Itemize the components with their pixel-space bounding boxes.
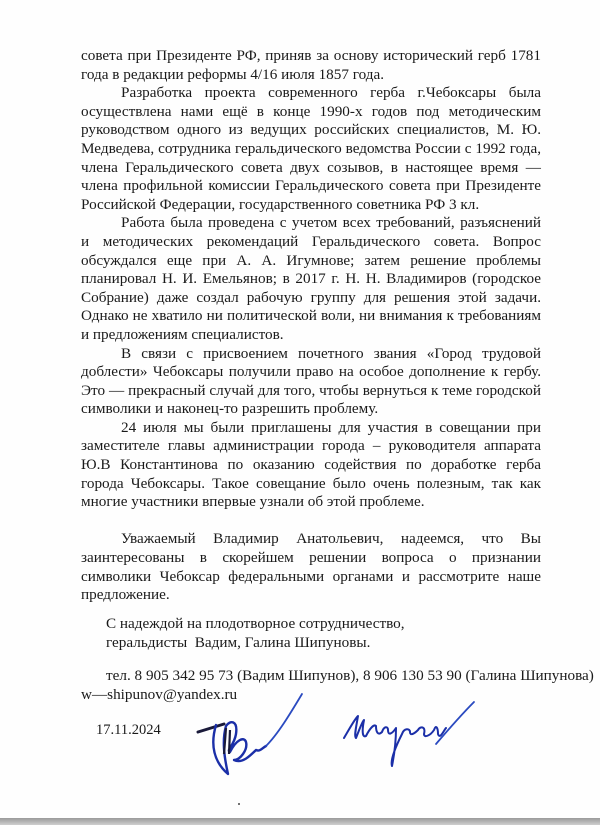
paragraph-4: В связи с присвоением почетного звания «Город трудовой доблести» Чебоксары получили право на особое дополнение к гербу. Это — прекрасный случай для того, чтобы вернуться к теме городской символики и наконец-то разрешить проблему. [81,344,541,418]
contacts-block [81,667,594,704]
paragraph-3: Работа была проведена с учетом всех требований, разъяснений и методических рекомендаций Геральдического совета. Вопрос обсуждался еще при А. А. Игумнове; затем решение проблемы планировал Н. И. Емельянов; в 2017 г. Н. Н. Владимиров (городское Собрание) даже создал рабочую группу для решения этой задачи. Однако не хватило ни политической воли, ни внимания к требованиям и предложениям специалистов. [81,214,541,343]
paragraph-5: 24 июля мы были приглашены для участия в совещании при заместителе главы администрации города – руководителя аппарата Ю.В Константинова по оказанию содействия по доработке герба города Чебоксары. Такое совещание было очень полезным, так как многие участники впервые узнали об этой проблеме. [81,418,541,511]
closing-authors: геральдисты Вадим, Галина Шипуновы. [106,633,371,651]
scan-bottom-edge [0,818,600,825]
spacer [81,512,541,531]
signature-vadim-icon [196,690,306,790]
signature-galina-icon [340,700,480,780]
closing-block [106,615,405,652]
letter-body [81,47,541,605]
paper-speck [238,803,240,805]
paragraph-appeal: Уважаемый Владимир Анатольевич, надеемся, что Вы заинтересованы в скорейшем решении вопроса о признании символики Чебоксар федеральными органами и рассмотрите наше предложение. [81,530,541,604]
phone-numbers: тел. 8 905 342 95 73 (Вадим Шипунов), 8 906 130 53 90 (Галина Шипунова) [106,667,594,684]
email-address[interactable]: w—shipunov@yandex.ru [81,685,238,703]
paragraph-1: совета при Президенте РФ, приняв за основу исторический герб 1781 года в редакции реформы 4/16 июля 1857 года. [81,47,541,83]
paragraph-2: Разработка проекта современного герба г.Чебоксары была осуществлена нами ещё в конце 1990-х годов под методическим руководством одного из ведущих российских специалистов, М. Ю. Медведева, сотрудника геральдического ведомства России с 1992 года, члена Геральдического совета двух созывов, в настоящее время — члена профильной комиссии Геральдического совета при Президенте Российской Федерации, государственного советника РФ 3 кл. [81,84,541,213]
closing-line: С надеждой на плодотворное сотрудничество, [106,615,405,632]
letter-date: 17.11.2024 [96,722,161,738]
